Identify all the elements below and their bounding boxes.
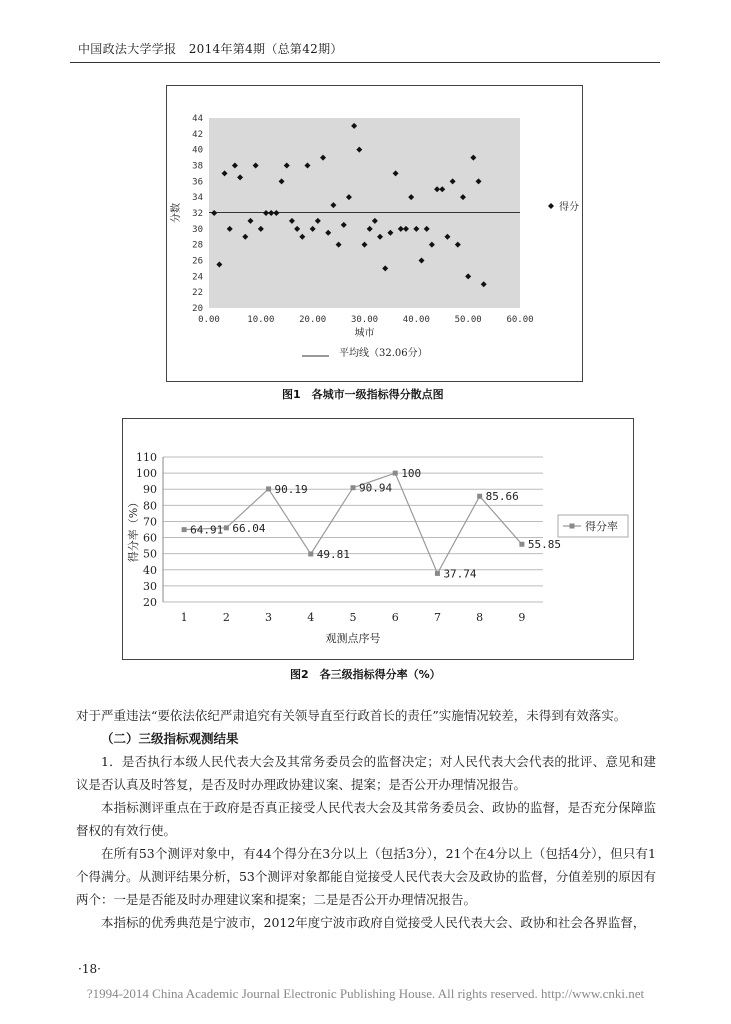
x-tick-label: 6: [391, 611, 399, 624]
x-tick-label: 9: [518, 611, 526, 624]
data-label: 64.91: [190, 523, 224, 537]
copyright-footer: ?1994-2014 China Academic Journal Electronic Publishing House. All rights reserved. http://www.cnki.net: [86, 986, 645, 1001]
paragraph: 在所有53个测评对象中，有44个得分在3分以上（包括3分），21个在4分以上（包括4分），但只有1个得满分。从测评结果分析，53个测评对象都能自觉接受人民代表大会及政协的监督，分值差别的原因有两个：一是是否能及时办理建议案和提案；二是是否公开办理情况报告。: [76, 846, 656, 907]
line-chart: [123, 419, 633, 659]
scatter-chart: [167, 86, 582, 381]
x-tick-label: 20.00: [299, 315, 327, 325]
journal-name: 中国政法大学学报: [78, 42, 177, 56]
issue-info: 2014年第4期（总第42期）: [188, 42, 343, 56]
data-point: [308, 551, 313, 556]
x-tick-label: 1: [180, 611, 188, 624]
data-label: 55.85: [527, 538, 562, 552]
y-tick-label: 38: [192, 161, 203, 172]
x-tick-label: 0.00: [198, 315, 220, 325]
data-point: [477, 494, 482, 499]
x-tick-label: 3: [265, 611, 273, 624]
legend-marker: [570, 524, 575, 529]
data-point: [351, 485, 356, 490]
data-point: [224, 525, 229, 530]
x-tick-label: 10.00: [247, 315, 275, 325]
x-axis-label: 城市: [354, 328, 375, 339]
paragraph: 对于严重违法“要依法依纪严肃追究有关领导直至行政首长的责任”实施情况较差，未得到有效落实。: [76, 708, 627, 723]
legend-label: 得分率: [585, 520, 618, 533]
paragraph: 本指标的优秀典范是宁波市，2012年度宁波市政府自觉接受人民代表大会、政协和社会各界监督，: [101, 915, 646, 930]
x-tick-label: 60.00: [506, 315, 534, 325]
legend-label: 得分: [559, 202, 579, 213]
y-tick-label: 30: [192, 224, 203, 235]
figure-1-frame: [166, 85, 583, 382]
paragraph: 本指标测评重点在于政府是否真正接受人民代表大会及其常务委员会、政协的监督，是否充分保障监督权的有效行使。: [76, 800, 656, 838]
data-label: 49.81: [316, 547, 350, 561]
data-label: 37.74: [443, 567, 477, 581]
figure-2-caption: 图2 各三级指标得分率（%）: [290, 668, 441, 681]
data-label: 90.19: [274, 482, 308, 496]
body-text: [76, 704, 656, 934]
page-number: ·18·: [78, 962, 101, 976]
x-tick-label: 2: [222, 611, 230, 624]
legend-marker: [548, 203, 554, 209]
figure-1-caption: 图1 各城市一级指标得分散点图: [282, 388, 444, 401]
x-tick-label: 7: [433, 611, 441, 624]
y-tick-label: 50: [143, 547, 157, 561]
x-tick-label: 40.00: [402, 315, 430, 325]
x-tick-label: 4: [307, 611, 315, 624]
section-heading: （二）三级指标观测结果: [101, 731, 239, 746]
data-label: 66.04: [232, 521, 266, 535]
y-tick-label: 42: [192, 129, 203, 140]
y-tick-label: 90: [143, 483, 157, 497]
header-rule: [70, 62, 660, 63]
data-point: [393, 471, 398, 476]
y-tick-label: 70: [143, 515, 157, 529]
y-axis-label: 分数: [171, 203, 182, 223]
x-tick-label: 5: [349, 611, 357, 624]
data-point: [182, 527, 187, 532]
y-tick-label: 60: [143, 531, 157, 545]
y-tick-label: 26: [192, 256, 203, 267]
y-tick-label: 44: [192, 114, 203, 124]
data-label: 90.94: [359, 481, 393, 495]
data-label: 100: [401, 467, 422, 481]
x-tick-label: 30.00: [350, 315, 379, 325]
data-point: [266, 486, 271, 491]
y-axis-label: 得分率（%）: [127, 496, 140, 563]
paragraph: 1．是否执行本级人民代表大会及其常务委员会的监督决定；对人民代表大会代表的批评、意见和建议是否认真及时答复，是否及时办理政协建议案、提案；是否公开办理情况报告。: [76, 754, 656, 792]
data-label: 85.66: [485, 490, 519, 504]
y-tick-label: 34: [192, 193, 203, 204]
data-point: [519, 542, 524, 547]
y-tick-label: 22: [192, 288, 203, 299]
y-tick-label: 36: [192, 177, 203, 188]
x-tick-label: 8: [476, 611, 484, 624]
data-point: [435, 571, 440, 576]
y-tick-label: 20: [192, 304, 203, 314]
y-tick-label: 32: [192, 209, 203, 219]
y-tick-label: 30: [143, 579, 157, 593]
running-header: [78, 40, 343, 57]
y-tick-label: 28: [192, 240, 203, 251]
y-tick-label: 24: [192, 272, 203, 283]
y-tick-label: 40: [192, 145, 203, 156]
mean-legend-label: 平均线（32.06分）: [339, 348, 428, 359]
figure-2-frame: [122, 418, 634, 660]
y-tick-label: 80: [143, 499, 157, 513]
y-tick-label: 40: [143, 563, 157, 577]
y-tick-label: 110: [136, 451, 157, 464]
x-tick-label: 50.00: [454, 315, 482, 325]
x-axis-label: 观测点序号: [325, 632, 381, 645]
y-tick-label: 100: [136, 467, 157, 481]
y-tick-label: 20: [143, 596, 157, 609]
